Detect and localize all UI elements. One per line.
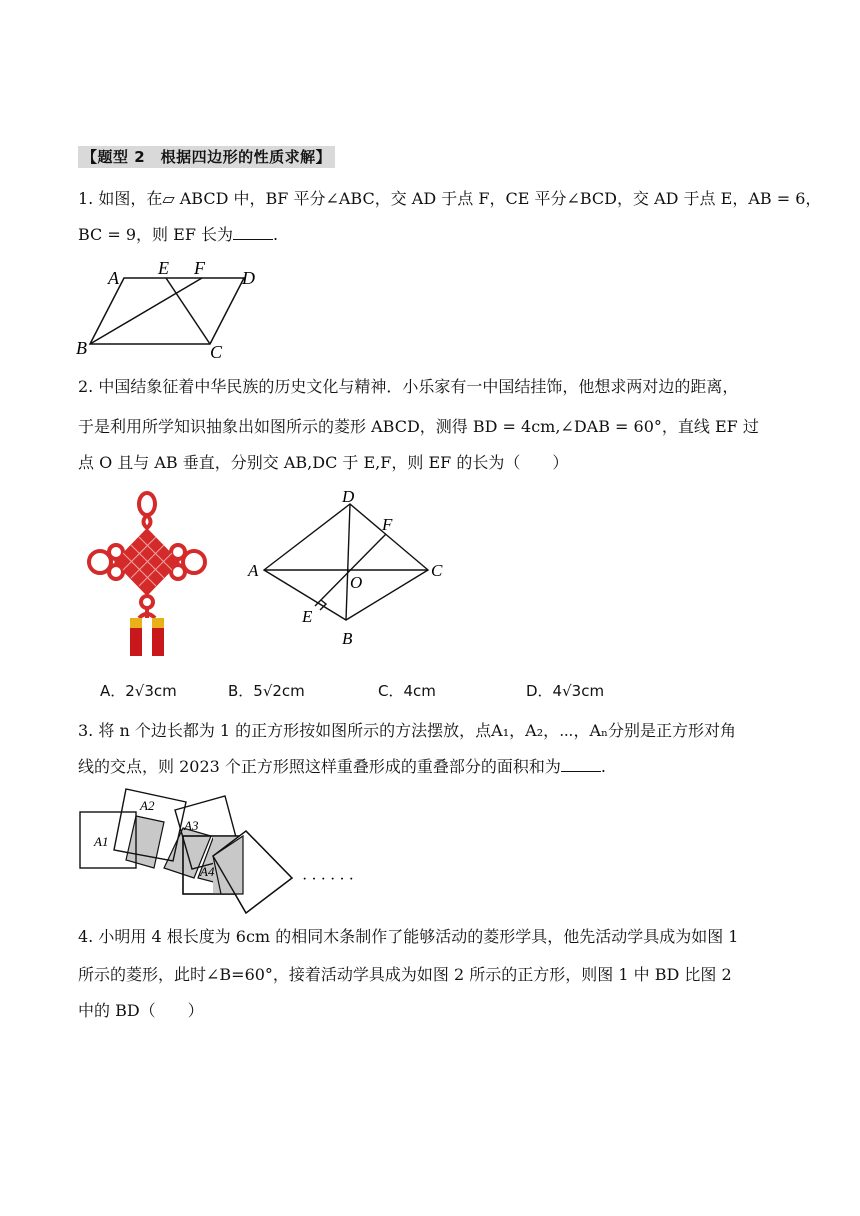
q2-label-c: C <box>431 561 443 580</box>
q2-rhombus-figure <box>240 488 450 652</box>
q1-label-d: D <box>242 268 255 288</box>
q3-line-2-end: . <box>600 757 606 776</box>
q1-label-b: B <box>76 338 87 358</box>
q2-label-f: F <box>382 515 393 534</box>
q2-label-a: A <box>248 561 259 580</box>
q3-line-2 <box>78 756 606 778</box>
q2-option-b[interactable]: B．5√2cm <box>228 682 305 700</box>
q2-label-d: D <box>342 488 355 506</box>
q2-option-c[interactable]: C．4cm <box>378 682 436 700</box>
q1-answer-blank <box>233 225 273 240</box>
q2-label-e: E <box>302 607 313 626</box>
q3-continuation-dots: · · · · · · <box>302 871 354 888</box>
q3-line-1: 3. 将 n 个边长都为 1 的正方形按如图所示的方法摆放，点A₁，A₂，⋯，Aₙ分别是正方形对角 <box>78 721 736 740</box>
q3-line-2-text: 线的交点，则 2023 个正方形照这样重叠形成的重叠部分的面积和为 <box>78 757 561 776</box>
q2-option-d[interactable]: D．4√3cm <box>526 682 605 700</box>
q1-label-a: A <box>108 268 119 288</box>
q1-label-f: F <box>194 258 205 278</box>
q2-line-3: 点 O 且与 AB 垂直，分别交 AB,DC 于 E,F，则 EF 的长为（ ） <box>78 453 569 472</box>
q3-label-a3: A3 <box>184 818 199 833</box>
q3-label-a4: A4 <box>200 864 215 879</box>
q1-line-1: 1. 如图，在▱ ABCD 中，BF 平分∠ABC，交 AD 于点 F，CE 平分∠BCD，交 AD 于点 E，AB = 6， <box>78 189 822 208</box>
q1-label-c: C <box>210 342 223 362</box>
q2-option-a[interactable]: A．2√3cm <box>100 682 177 700</box>
q2-label-o: O <box>350 573 363 592</box>
q1-label-e: E <box>158 258 169 278</box>
q2-label-b: B <box>342 629 353 648</box>
q1-parallelogram-figure <box>70 256 270 362</box>
q4-line-1: 4. 小明用 4 根长度为 6cm 的相同木条制作了能够活动的菱形学具，他先活动学具成为如图 1 <box>78 927 739 946</box>
q1-line-2-end: . <box>273 225 279 244</box>
q2-line-1: 2. 中国结象征着中华民族的历史文化与精神．小乐家有一中国结挂饰，他想求两对边的距离， <box>78 377 739 396</box>
q1-line-2 <box>78 224 278 246</box>
q2-line-2: 于是利用所学知识抽象出如图所示的菱形 ABCD，测得 BD = 4cm,∠DAB = 60°，直线 EF 过 <box>78 417 759 436</box>
q1-line-2-text: BC = 9，则 EF 长为 <box>78 225 234 244</box>
q3-label-a2: A2 <box>140 798 155 813</box>
chinese-knot-image <box>76 490 218 658</box>
q3-squares-figure <box>72 780 382 914</box>
q3-answer-blank <box>561 757 601 772</box>
section-title: 【题型 2 根据四边形的性质求解】 <box>78 146 335 168</box>
q4-line-2: 所示的菱形，此时∠B=60°，接着活动学具成为如图 2 所示的正方形，则图 1 中 BD 比图 2 <box>78 965 732 984</box>
q4-line-3: 中的 BD（ ） <box>78 1001 204 1020</box>
q3-label-a1: A1 <box>94 834 109 849</box>
